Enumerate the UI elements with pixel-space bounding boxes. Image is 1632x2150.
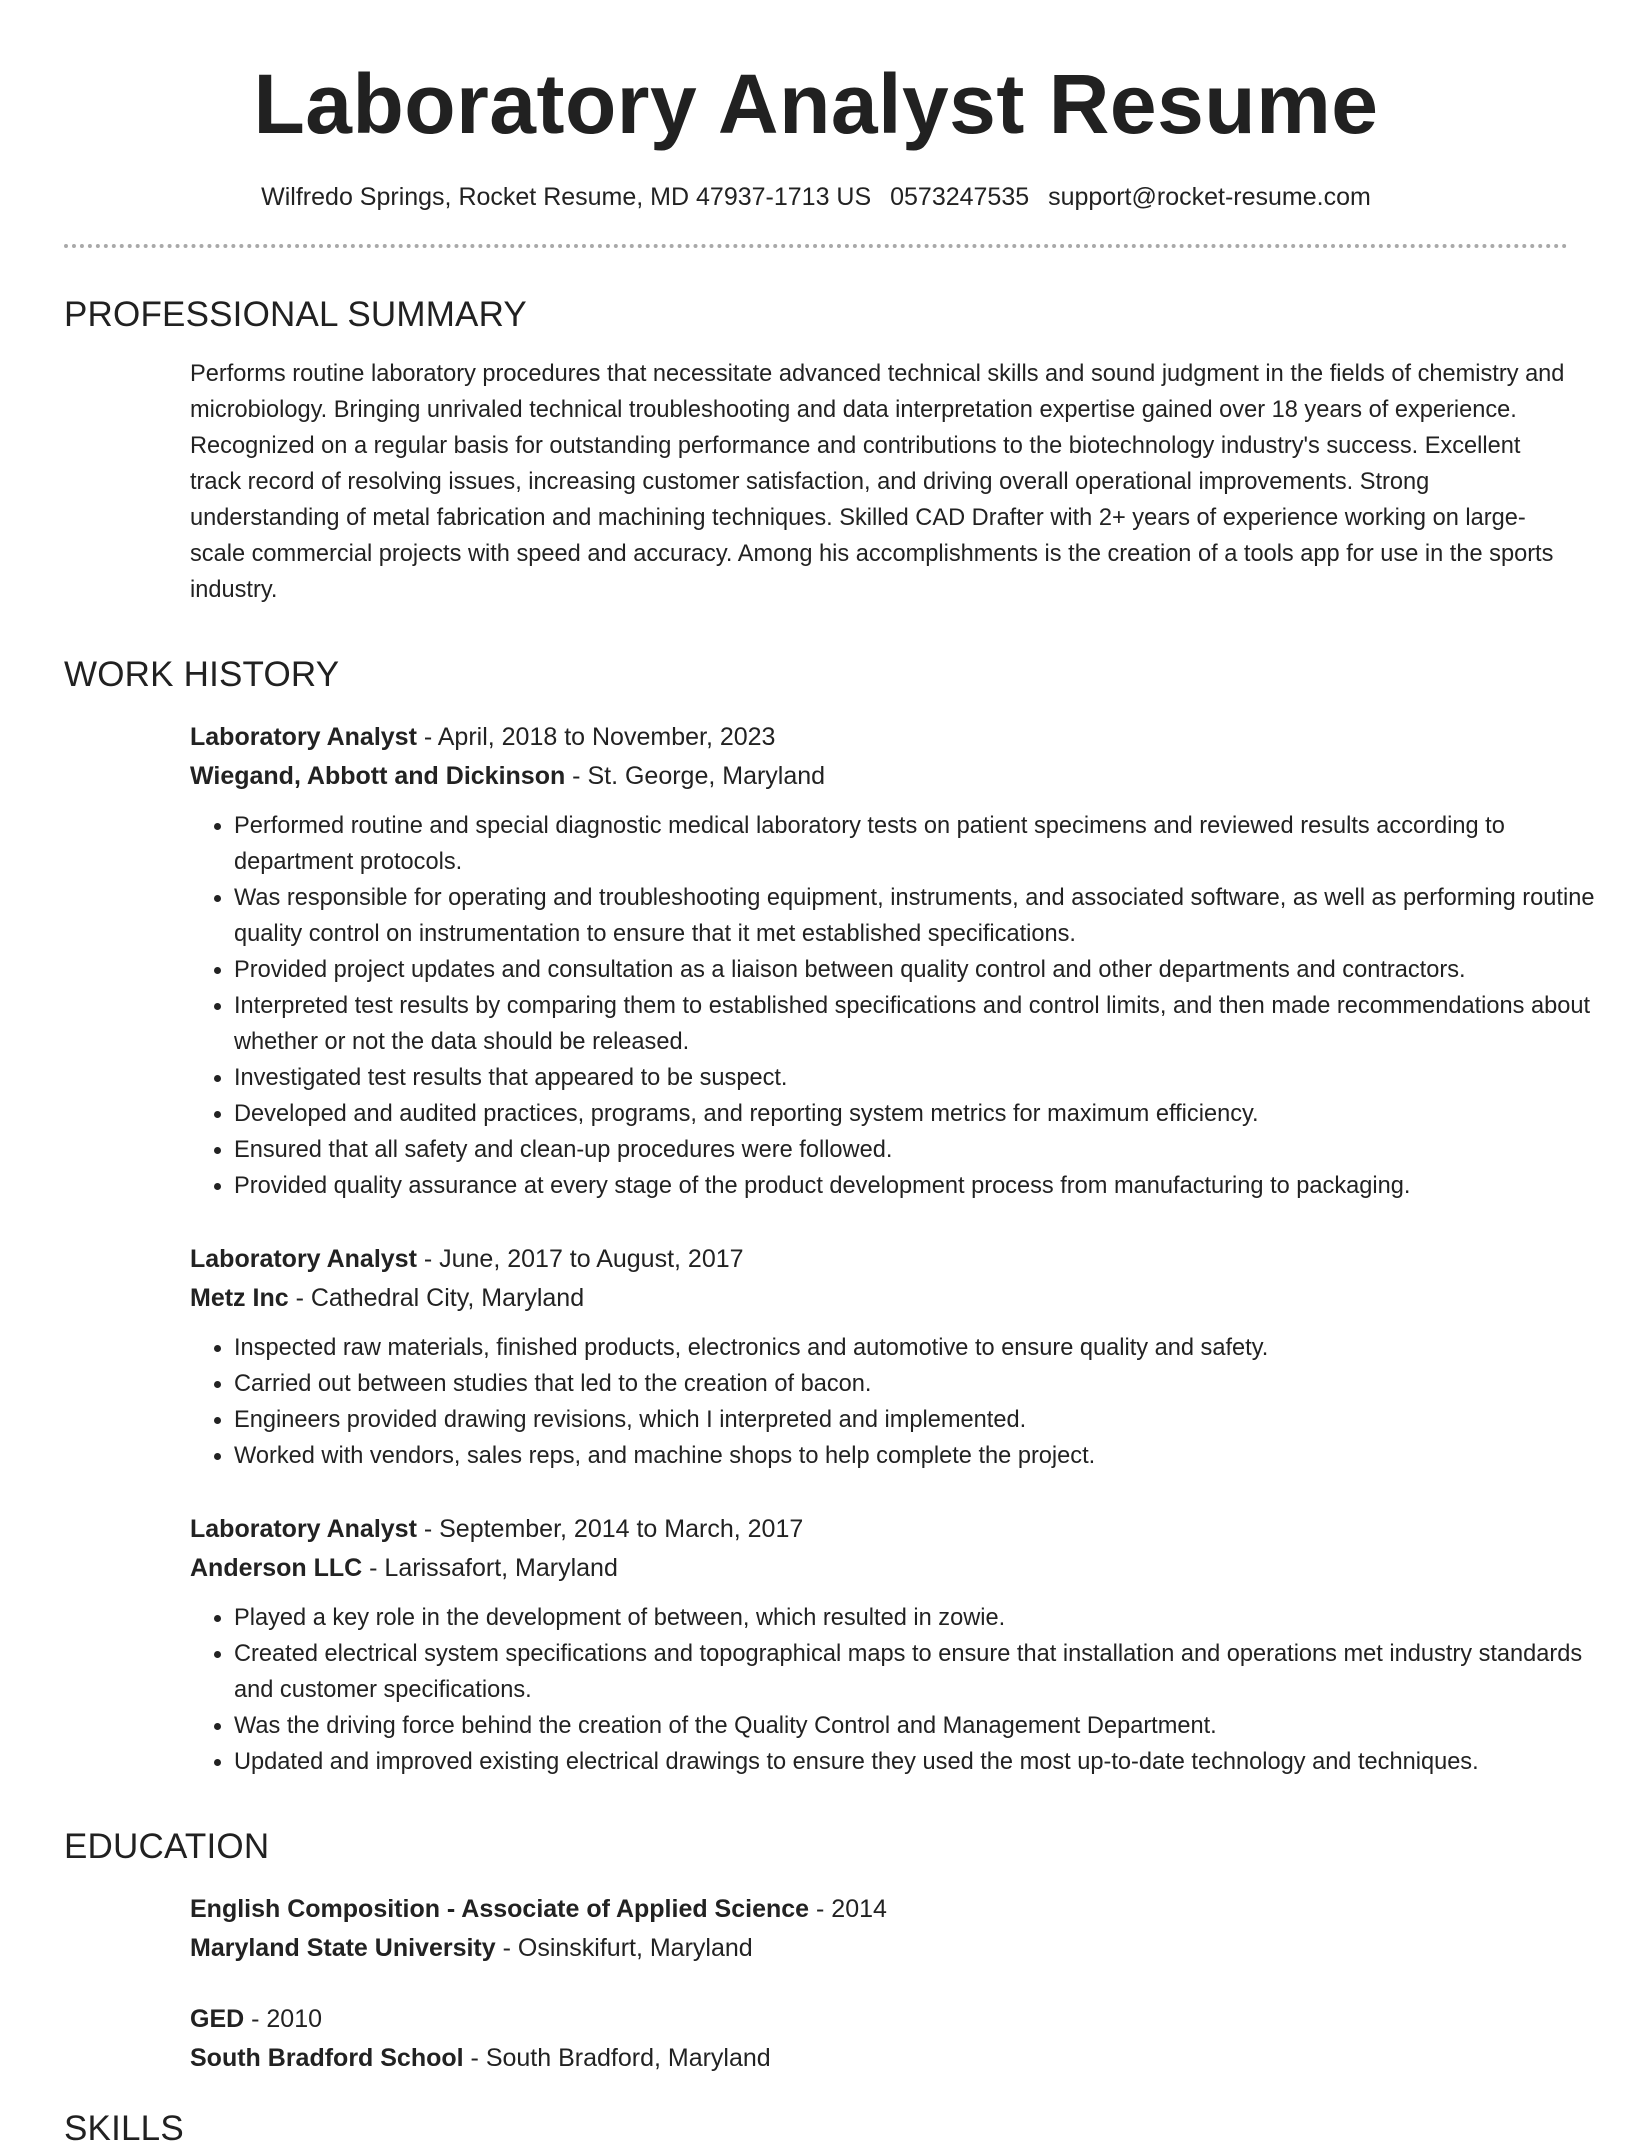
education-school-line — [190, 1929, 1568, 1968]
education-school-line — [190, 2039, 1568, 2078]
section-heading-summary: PROFESSIONAL SUMMARY — [64, 295, 527, 334]
job-dates: - June, 2017 to August, 2017 — [416, 1245, 744, 1273]
job-company-line — [190, 1279, 1568, 1318]
job-bullet: • Worked with vendors, sales reps, and machine shops to help complete the project. — [234, 1438, 1612, 1474]
education-year: - 2014 — [809, 1895, 887, 1923]
job-entry — [190, 1510, 1583, 1780]
education-list — [64, 1890, 1568, 2078]
job-title: Laboratory Analyst — [190, 723, 417, 751]
section-heading-education: EDUCATION — [64, 1827, 270, 1866]
job-bullet: • Performed routine and special diagnostic medical laboratory tests on patient specimens and reviewed results according to department protocols. — [234, 808, 1612, 880]
job-bullets — [190, 1600, 1612, 1780]
education-year: - 2010 — [244, 2005, 323, 2033]
job-bullet: • Was responsible for operating and troubleshooting equipment, instruments, and associated software, as well as performing routine quality control on instrumentation to ensure that it met established specifications. — [234, 880, 1612, 952]
page-title: Laboratory Analyst Resume — [253, 57, 1379, 151]
job-bullet: • Developed and audited practices, programs, and reporting system metrics for maximum efficiency. — [234, 1096, 1612, 1132]
education-school: Maryland State University — [190, 1934, 496, 1962]
job-bullet: • Provided quality assurance at every stage of the product development process from manufacturing to packaging. — [234, 1168, 1612, 1204]
job-location: - Larissafort, Maryland — [362, 1554, 618, 1582]
job-entry — [190, 1240, 1568, 1474]
job-company: Wiegand, Abbott and Dickinson — [190, 762, 566, 790]
job-bullet: • Investigated test results that appeared to be suspect. — [234, 1060, 1612, 1096]
education-degree: GED — [190, 2005, 245, 2033]
section-heading-work-history: WORK HISTORY — [64, 655, 340, 694]
job-bullet: • Provided project updates and consultation as a liaison between quality control and other departments and contractors. — [234, 952, 1612, 988]
job-location: - St. George, Maryland — [565, 762, 826, 790]
job-company: Anderson LLC — [190, 1554, 363, 1582]
job-bullet: • Engineers provided drawing revisions, which I interpreted and implemented. — [234, 1402, 1612, 1438]
education-degree-line — [190, 2000, 1568, 2039]
contact-phone: 0573247535 — [890, 183, 1030, 211]
contact-line — [64, 180, 1568, 214]
education-entry — [190, 1890, 1568, 1968]
job-bullet: • Was the driving force behind the creation of the Quality Control and Management Department. — [234, 1708, 1612, 1744]
job-location: - Cathedral City, Maryland — [288, 1284, 585, 1312]
summary-text: Performs routine laboratory procedures that necessitate advanced technical skills and sound judgment in the fields of chemistry and microbiology. Bringing unrivaled technical troubleshooting and data interpretation expertise gained over 18 years of experience. Recognized on a regular basis for outstanding performance and contributions to the biotechnology industry's success. Excellent track record of resolving issues, increasing customer satisfaction, and driving overall operational improvements. Strong understanding of metal fabrication and machining techniques. Skilled CAD Drafter with 2+ years of experience working on large-scale commercial projects with speed and accuracy. Among his accomplishments is the creation of a tools app for use in the sports industry. — [190, 361, 1565, 603]
job-company-line — [190, 757, 1568, 796]
education-entry — [190, 2000, 1568, 2078]
job-bullets — [190, 808, 1612, 1204]
job-bullet: • Ensured that all safety and clean-up procedures were followed. — [234, 1132, 1612, 1168]
education-degree-line — [190, 1890, 1568, 1929]
job-bullet: • Updated and improved existing electrical drawings to ensure they used the most up-to-date technology and techniques. — [234, 1744, 1612, 1780]
job-bullets — [190, 1330, 1612, 1474]
section-heading-skills: SKILLS — [64, 2109, 184, 2148]
education-degree: English Composition - Associate of Applied Science — [190, 1895, 810, 1923]
job-bullet: • Interpreted test results by comparing them to established specifications and control limits, and then made recommendations about whether or not the data should be released. — [234, 988, 1612, 1060]
education-location: - South Bradford, Maryland — [463, 2044, 771, 2072]
job-title-line — [190, 1240, 1568, 1279]
job-dates: - September, 2014 to March, 2017 — [416, 1515, 804, 1543]
education-school: South Bradford School — [190, 2044, 464, 2072]
job-entry — [190, 718, 1595, 1204]
job-bullet: • Carried out between studies that led to the creation of bacon. — [234, 1366, 1612, 1402]
job-company: Metz Inc — [190, 1284, 289, 1312]
job-bullet: • Played a key role in the development of between, which resulted in zowie. — [234, 1600, 1612, 1636]
work-history-list — [64, 718, 1595, 1780]
job-title: Laboratory Analyst — [190, 1245, 417, 1273]
job-title-line — [190, 718, 1568, 757]
contact-email: support@rocket-resume.com — [1048, 183, 1371, 211]
job-company-line — [190, 1549, 1568, 1588]
contact-address: Wilfredo Springs, Rocket Resume, MD 47937-1713 US — [261, 183, 872, 211]
header-divider — [64, 244, 1568, 248]
job-dates: - April, 2018 to November, 2023 — [416, 723, 776, 751]
job-bullet: • Inspected raw materials, finished products, electronics and automotive to ensure quality and safety. — [234, 1330, 1612, 1366]
job-title: Laboratory Analyst — [190, 1515, 417, 1543]
job-title-line — [190, 1510, 1568, 1549]
education-location: - Osinskifurt, Maryland — [495, 1934, 753, 1962]
job-bullet: • Created electrical system specifications and topographical maps to ensure that installation and operations met industry standards and customer specifications. — [234, 1636, 1612, 1708]
